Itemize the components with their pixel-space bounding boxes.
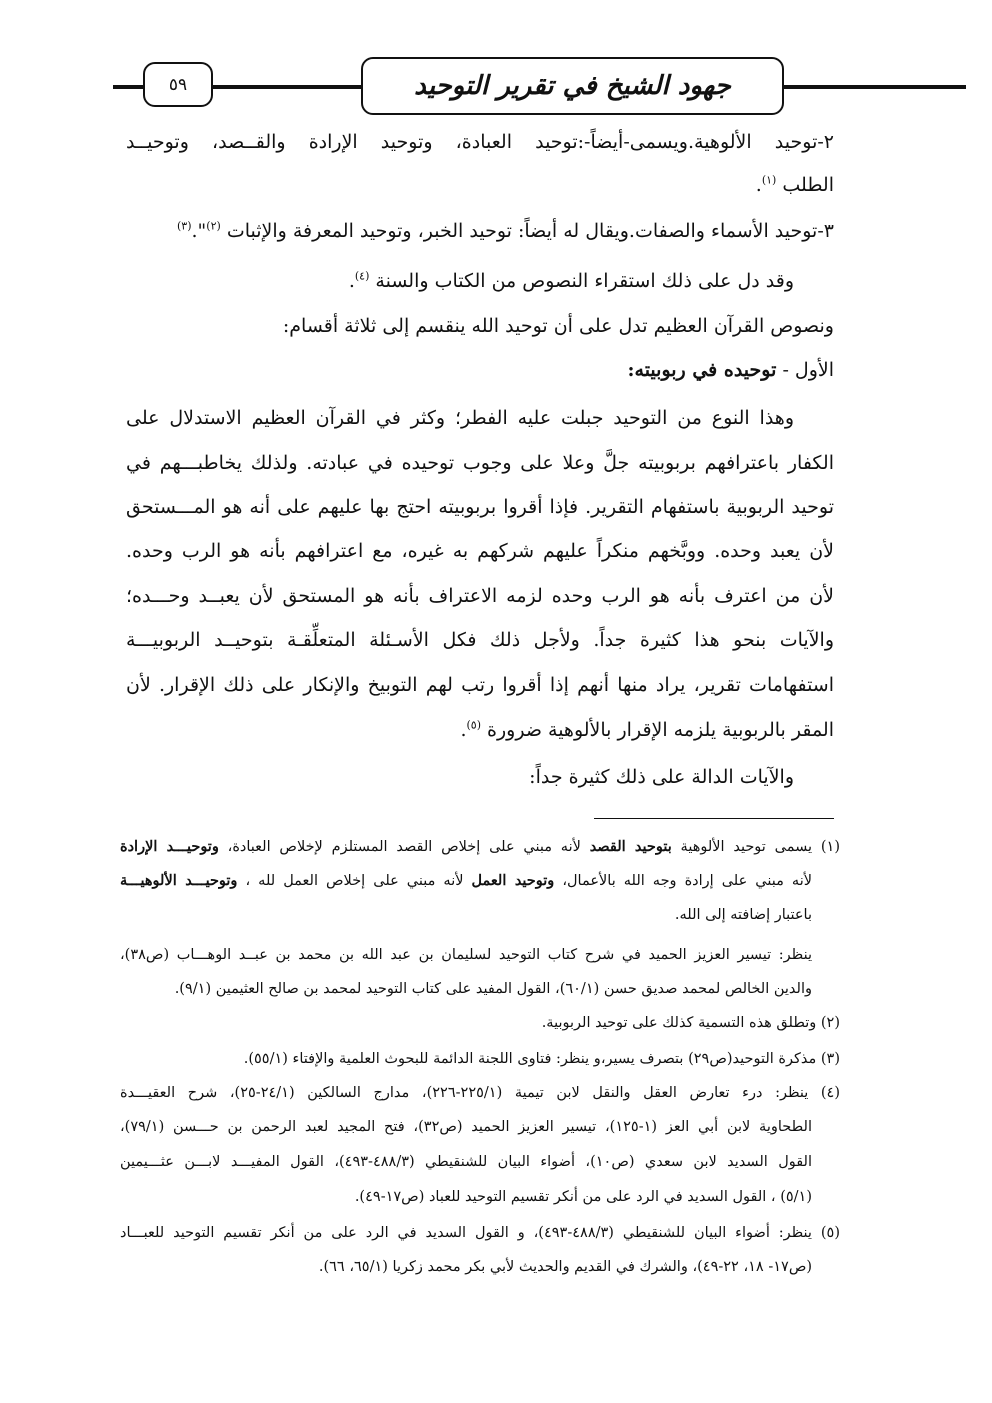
- footnote-line: القول السديد لابن سعدي (ص١٠)، أضواء البيان للشنقيطي (٤٨٨/٣-٤٩٣)، القول المفيـــد لابـــن عثـــيمين: [120, 1154, 812, 1170]
- header-rule-left: [113, 85, 143, 89]
- footnote-ref: (١): [761, 173, 777, 187]
- book-title: جهود الشيخ في تقرير التوحيد: [361, 57, 784, 115]
- footnote-line: الطحاوية لابن أبي العز (١-١٢٥)، تيسير العزيز الحميد (ص٣٢)، فتح المجيد لعبد الرحمن بن حـــسن (٧٩/١)،: [120, 1119, 812, 1135]
- footnote-line: باعتبار إضافته إلى الله.: [674, 907, 812, 923]
- heading-prefix: الأول -: [776, 359, 834, 381]
- footnote-line: (٥) ينظر: أضواء البيان للشنقيطي (٤٨٨/٣-٤٩٣)، و القول السديد في الرد على من أنكر تقسيم التوحيد للعبـــاد: [120, 1225, 840, 1241]
- footnote-text: لأنه مبني على إرادة وجه الله بالأعمال،: [554, 873, 812, 889]
- footnote-ref: (٣): [176, 219, 192, 233]
- body-line: استفهامات تقرير، يراد منها أنهم إذا أقروا رتب لهم التوبيخ والإنكار على ذلك الإقرار. لأن: [126, 674, 834, 696]
- body-line: وهذا النوع من التوحيد جبلت عليه الفطر؛ وكثر في القرآن العظيم الاستدلال على: [126, 407, 794, 429]
- body-text: ".: [191, 220, 207, 242]
- footnote-separator: [594, 818, 834, 819]
- body-line: [126, 262, 834, 300]
- page-number: ٥٩: [143, 62, 213, 107]
- footnote-line: (ص١٧- ١٨، ٢٢-٤٩)، والشرك في القديم والحديث لأبي بكر محمد زكريا (٦٥/١، ٦٦).: [318, 1259, 812, 1275]
- footnote-bold: وتوحيد العمل: [471, 872, 555, 889]
- body-text: المقر بالربوبية يلزمه الإقرار بالألوهية ضرورة: [487, 719, 834, 741]
- footnote-bold: وتوحيـــد الألوهيـــة: [120, 872, 238, 889]
- footnote-line: [120, 830, 840, 864]
- footnote-bold: وتوحيـــد الإرادة: [120, 838, 219, 855]
- heading-bold: توحيده في ربوبيته:: [627, 359, 777, 381]
- body-text: .: [348, 270, 355, 292]
- footnote-text: لأنه مبني على إخلاص القصد المستلزم لإخلاص العبادة،: [218, 839, 590, 855]
- body-line: توحيد الربوبية باستفهام التقرير. فإذا أقروا بربوبيته احتج بها عليهم على أنه هو المـــستحق: [126, 496, 834, 518]
- body-line: لأن من اعترف بأنه هو الرب وحده لزمه الاعتراف بأنه هو المستحق لأن يعبــد وحـــده؛: [126, 585, 834, 607]
- footnote-line: (٤) ينظر: درء تعارض العقل والنقل لابن تيمية (٢٢٥/١-٢٢٦)، مدارج السالكين (٢٤/١-٢٥)، شرح العقيـــدة: [120, 1085, 841, 1101]
- section-heading: [126, 351, 834, 389]
- body-line: لأن يعبد وحده. ووبَّخهم منكراً عليهم شركهم به غيره، مع اعترافهم بأنه هو الرب وحده.: [126, 540, 834, 562]
- footnote-line: (٣) مذكرة التوحيد(ص٢٩) بتصرف يسير،و ينظر: فتاوى اللجنة الدائمة للبحوث العلمية والإفتاء (٥٥/١).: [243, 1051, 840, 1067]
- body-text: وقد دل على ذلك استقراء النصوص من الكتاب والسنة: [375, 270, 794, 292]
- footnote-line: [120, 864, 812, 898]
- body-text: .: [755, 174, 762, 196]
- header-rule-middle: [213, 85, 361, 89]
- footnote-ref: (٢): [206, 219, 221, 233]
- footnote-bold: بتوحيد القصد: [589, 838, 672, 855]
- body-line: ٢-توحيد الألوهية.ويسمى-أيضاً-:توحيد العبادة، وتوحيد الإرادة والقــصد، وتوحيــد: [126, 131, 834, 153]
- footnote-ref: (٥): [466, 718, 481, 732]
- footnote-line: (٥/١) ، القول السديد في الرد على من أنكر تقسيم التوحيد للعباد (ص١٧-٤٩).: [354, 1189, 812, 1205]
- footnote-text: (١) يسمى توحيد الألوهية: [671, 839, 840, 855]
- body-line: [126, 212, 834, 250]
- body-line: والآيات بنحو هذا كثيرة جداً. ولأجل ذلك فكل الأسـئلة المتعلِّقـة بتوحيــد الربوبيـــة: [126, 629, 834, 651]
- body-text: .: [460, 719, 467, 741]
- footnote-line: (٢) وتطلق هذه التسمية كذلك على توحيد الربوبية.: [541, 1015, 840, 1031]
- body-text: الطلب: [782, 174, 834, 196]
- footnote-line: والدين الخالص لمحمد صديق حسن (٦٠/١)، القول المفيد على كتاب التوحيد لمحمد بن صالح العثيمين (٩/١).: [174, 981, 812, 997]
- footnote-line: ينظر: تيسير العزيز الحميد في شرح كتاب التوحيد لسليمان بن عبد الله بن محمد بن عبــد الوهـــاب (ص٣٨)،: [120, 947, 812, 963]
- body-line: [126, 166, 834, 204]
- body-line: [126, 711, 834, 749]
- header-rule-right: [784, 85, 966, 89]
- body-text: ٣-توحيد الأسماء والصفات.ويقال له أيضاً: توحيد الخبر، وتوحيد المعرفة والإثبات: [226, 220, 834, 242]
- footnote-ref: (٤): [354, 269, 370, 283]
- body-line: والآيات الدالة على ذلك كثيرة جداً:: [529, 766, 794, 788]
- body-line: ونصوص القرآن العظيم تدل على أن توحيد الله ينقسم إلى ثلاثة أقسام:: [282, 315, 834, 337]
- body-line: الكفار باعترافهم بربوبيته جلَّ وعلا على وجوب توحيده في عبادته. ولذلك يخاطبـــهم في: [126, 452, 834, 474]
- footnote-text: لأنه مبني على إخلاص العمل لله ،: [237, 873, 472, 889]
